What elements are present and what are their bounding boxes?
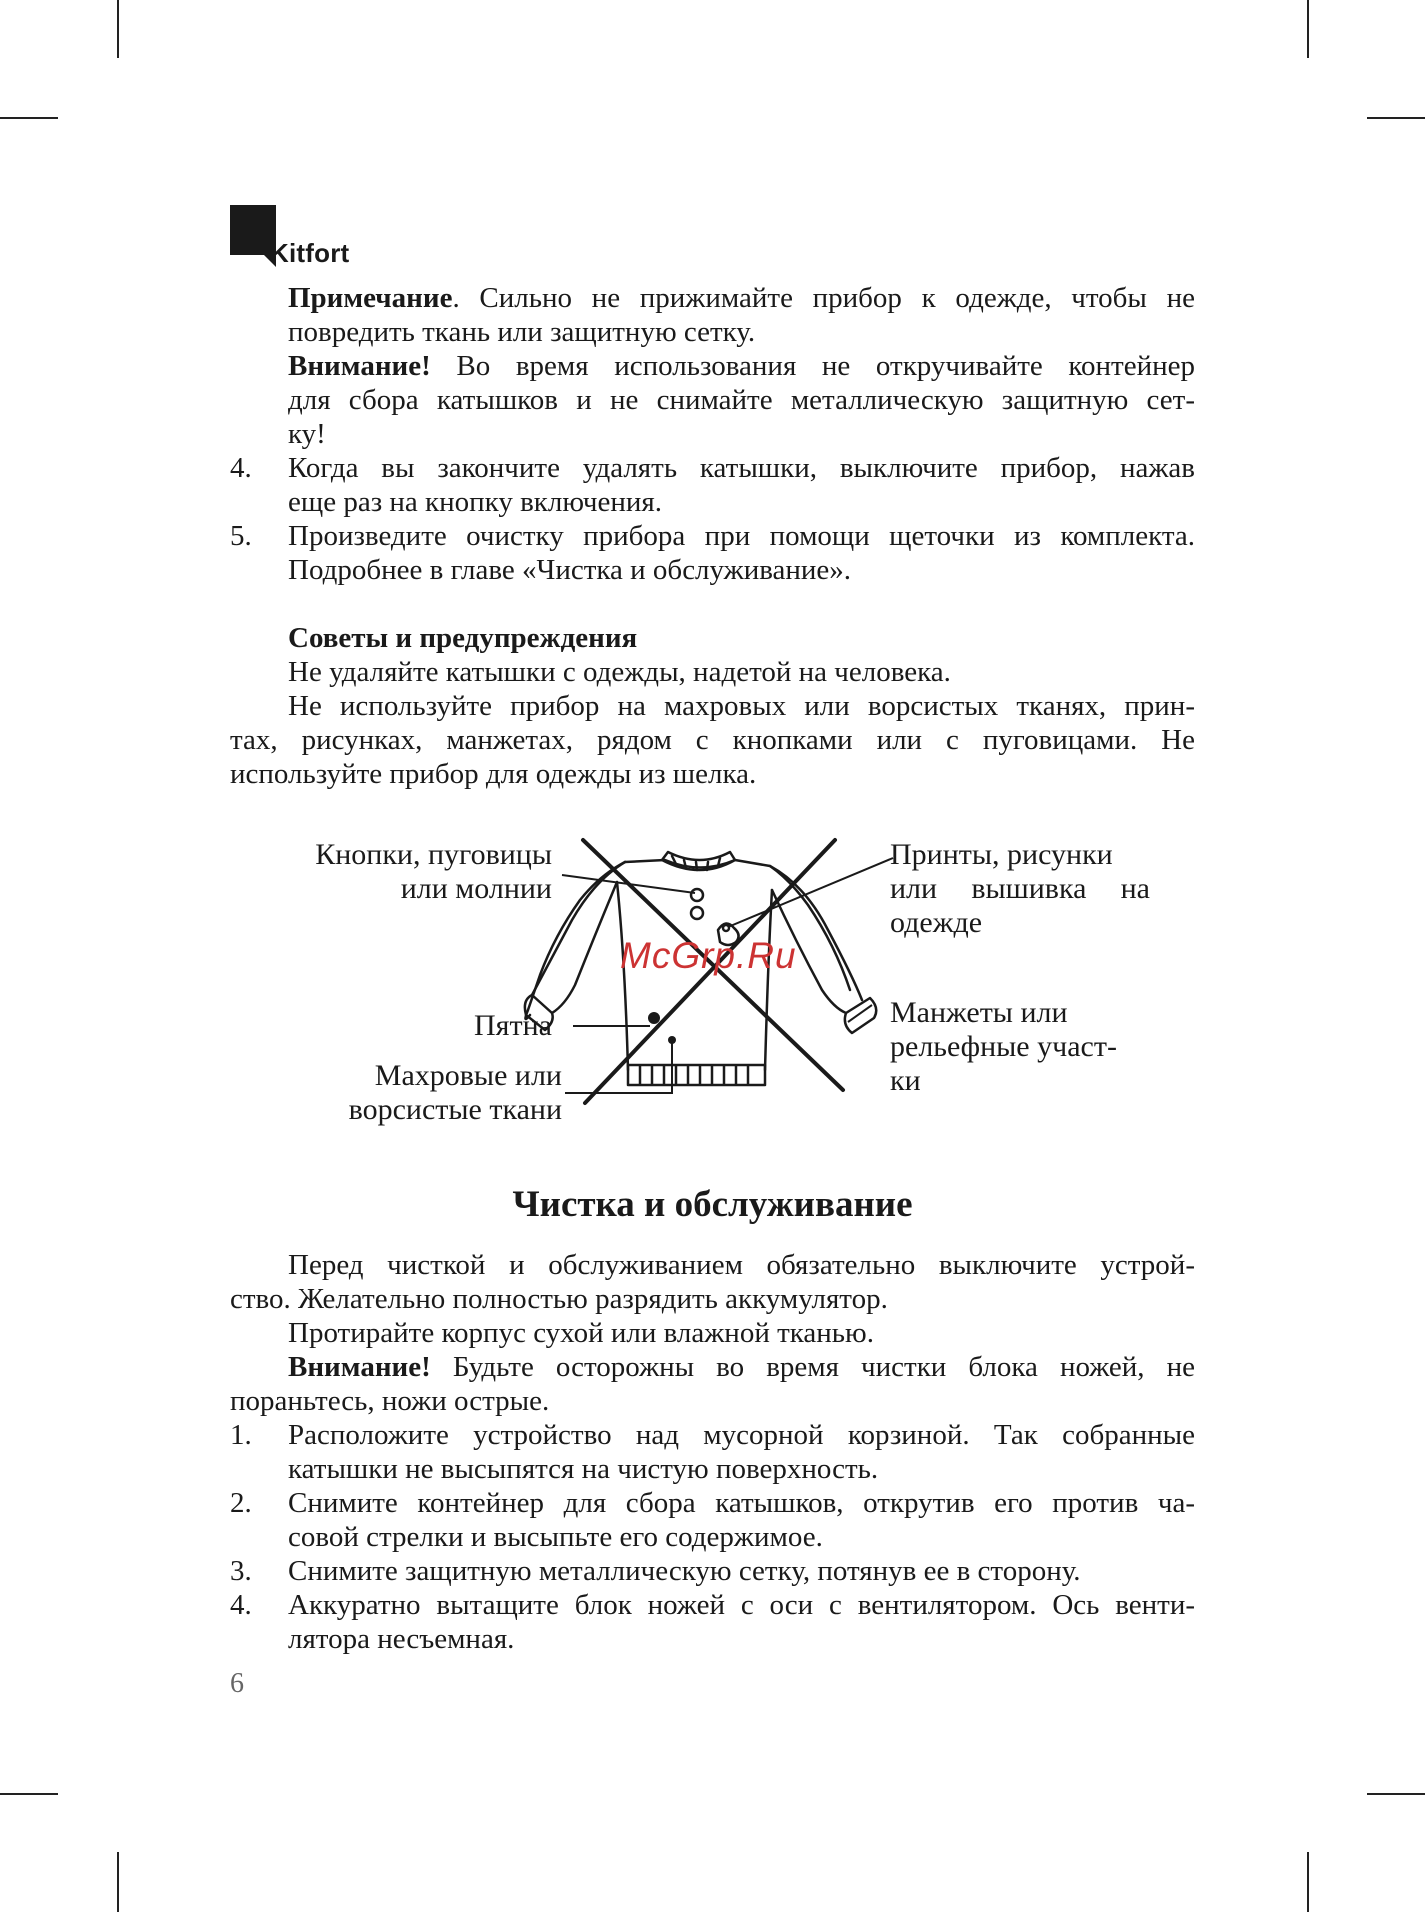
brand-name: Kitfort [270, 238, 350, 268]
label-prints-line-3: одежде [890, 906, 983, 939]
label-cuffs-line-2: рельефные участ- [890, 1030, 1117, 1063]
section-warning-line-2: пораньтесь, ножи острые. [230, 1385, 550, 1417]
label-cuffs [890, 996, 1117, 1098]
section-paragraph-1-line-2: ство. Желательно полностью разрядить аккумулятор. [230, 1283, 888, 1315]
stain-dot [648, 1012, 660, 1024]
tips-paragraph-2-line-2: тах, рисунках, манжетах, рядом с кнопками или с пуговицами. Не [230, 724, 1195, 756]
section-paragraph-1-line-1: Перед чисткой и обслуживанием обязательно выключите устрой- [288, 1249, 1195, 1281]
section-warning-text: Будьте осторожны во время чистки блока ножей, не [430, 1351, 1195, 1383]
note-line-2: повредить ткань или защитную сетку. [288, 316, 756, 348]
watermark: McGrp.Ru [620, 935, 797, 976]
button [691, 889, 703, 901]
warning-line-3: ку! [288, 418, 326, 450]
label-terry-line-2: ворсистые ткани [348, 1093, 562, 1126]
step-number: 4. [230, 452, 252, 484]
warning-text: Во время использования не откручивайте контейнер [430, 350, 1195, 382]
section-warning-line-1 [288, 1350, 1195, 1384]
warning-label: Внимание! [288, 350, 431, 382]
label-cuffs-line-3: ки [890, 1064, 921, 1097]
tips-paragraph-2-line-3: используйте прибор для одежды из шелка. [230, 758, 757, 790]
step-line: Когда вы закончите удалять катышки, выключите прибор, нажав [288, 452, 1195, 484]
step-number: 4. [230, 1589, 252, 1621]
step-number: 3. [230, 1555, 252, 1587]
tips-paragraph-1: Не удаляйте катышки с одежды, надетой на человека. [288, 656, 951, 688]
label-buttons-line-1: Кнопки, пуговицы [315, 838, 552, 871]
step-line: Снимите контейнер для сбора катышков, открутив его против ча- [288, 1487, 1195, 1519]
step-line: катышки не высыпятся на чистую поверхность. [288, 1453, 879, 1485]
label-buttons [280, 838, 552, 906]
section-title: Чистка и обслуживание [512, 1184, 913, 1225]
warning-line-2: для сбора катышков и не снимайте металлическую защитную сет- [288, 384, 1195, 416]
step-number: 2. [230, 1487, 252, 1519]
label-buttons-line-2: или молнии [400, 872, 552, 905]
step-line: лятора несъемная. [288, 1623, 515, 1655]
leader-line [562, 875, 695, 893]
step-line: совой стрелки и высыпьте его содержимое. [288, 1521, 823, 1553]
label-prints-line-2: или вышивка на [890, 872, 1150, 905]
step-line: Снимите защитную металлическую сетку, потянув ее в сторону. [288, 1555, 1081, 1587]
step-line: Подробнее в главе «Чистка и обслуживание». [288, 554, 852, 586]
step-line: Произведите очистку прибора при помощи щеточки из комплекта. [288, 520, 1195, 552]
section-paragraph-2: Протирайте корпус сухой или влажной тканью. [288, 1317, 874, 1349]
tips-paragraph-2-line-1: Не используйте прибор на махровых или ворсистых тканях, прин- [288, 690, 1195, 722]
page-number: 6 [230, 1668, 244, 1699]
step-line: Расположите устройство над мусорной корзиной. Так собранные [288, 1419, 1195, 1451]
section-warning-label: Внимание! [288, 1351, 431, 1383]
note-label: Примечание [288, 282, 453, 314]
waistband [628, 1065, 765, 1085]
label-terry [300, 1059, 562, 1127]
tips-title: Советы и предупреждения [288, 622, 638, 654]
note-text: . Сильно не прижимайте прибор к одежде, чтобы не [452, 282, 1195, 314]
step-line: еще раз на кнопку включения. [288, 486, 662, 518]
right-cuff [845, 998, 876, 1033]
button [691, 907, 703, 919]
label-prints-line-1: Принты, рисунки [890, 838, 1113, 871]
label-stains: Пятна [474, 1009, 552, 1042]
label-prints [890, 838, 1150, 940]
label-terry-line-1: Махровые или [374, 1059, 562, 1092]
step-line: Аккуратно вытащите блок ножей с оси с вентилятором. Ось венти- [288, 1589, 1195, 1621]
label-cuffs-line-1: Манжеты или [890, 996, 1068, 1029]
leader-line [848, 1005, 872, 1022]
step-number: 5. [230, 520, 252, 552]
step-number: 1. [230, 1419, 252, 1451]
